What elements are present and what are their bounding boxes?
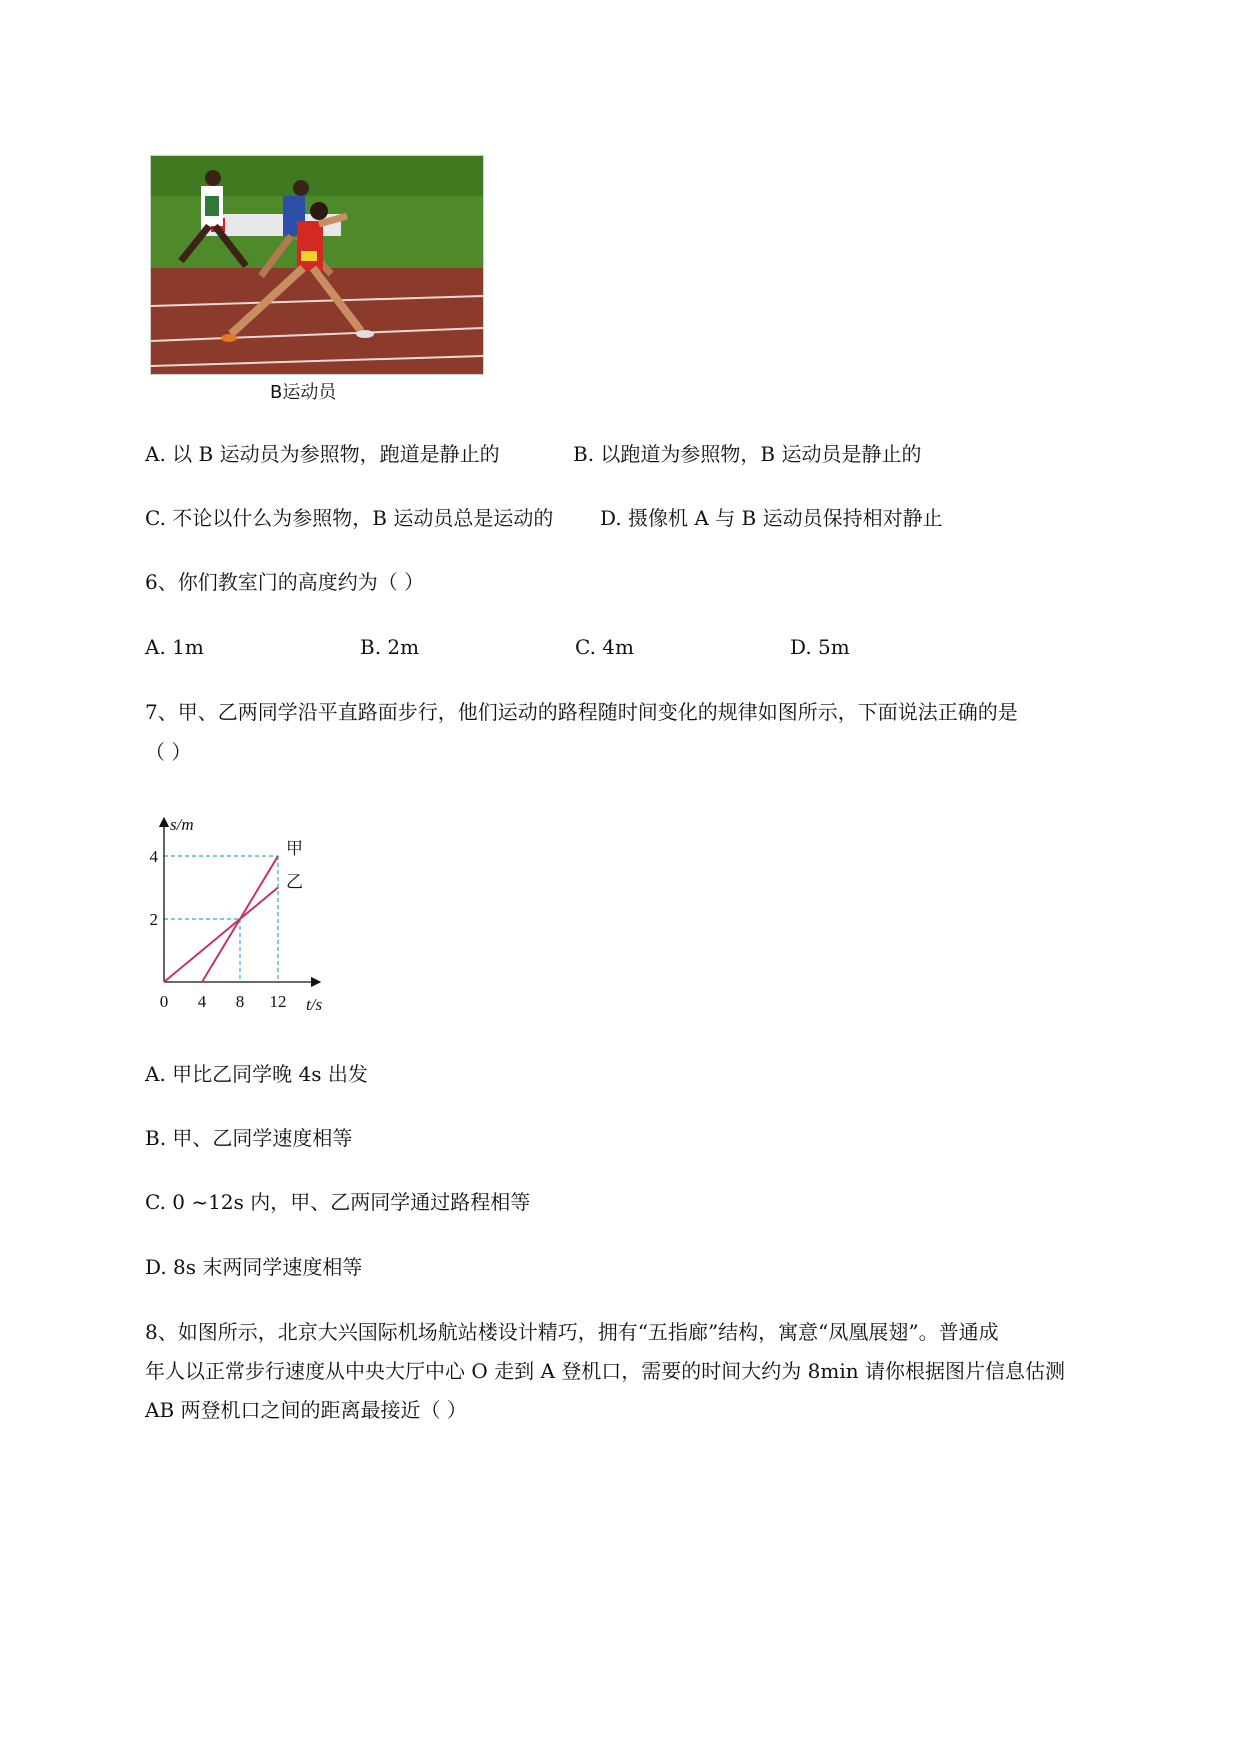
q7-option-d: D. 8s 末两同学速度相等 bbox=[145, 1255, 363, 1279]
q5-option-c: C. 不论以什么为参照物，B 运动员总是运动的 bbox=[145, 506, 554, 530]
q7-stem-line2: （ ） bbox=[145, 740, 192, 764]
q6-option-a: A. 1m bbox=[145, 635, 204, 659]
q6-stem: 6、你们教室门的高度约为（ ） bbox=[145, 570, 425, 594]
q8-line1: 8、如图所示，北京大兴国际机场航站楼设计精巧，拥有“五指廊”结构，寓意“凤凰展翅”。普通成 bbox=[145, 1320, 999, 1344]
sprinters-photo bbox=[150, 155, 484, 375]
x-axis-label: t/s bbox=[306, 995, 323, 1014]
q7-option-c: C. 0 ~12s 内，甲、乙两同学通过路程相等 bbox=[145, 1190, 531, 1214]
y-axis-label: s/m bbox=[170, 815, 194, 834]
chart-tick-labels bbox=[150, 847, 287, 1011]
chart-series-labels bbox=[286, 839, 303, 892]
q8-line2: 年人以正常步行速度从中央大厅中心 O 走到 A 登机口，需要的时间大约为 8min 请你根据图片信息估测 bbox=[145, 1359, 1065, 1383]
x-tick-label: 12 bbox=[269, 992, 287, 1011]
q6-option-d: D. 5m bbox=[790, 635, 850, 659]
distance-time-chart bbox=[138, 810, 338, 1020]
q7-option-a: A. 甲比乙同学晚 4s 出发 bbox=[145, 1062, 368, 1086]
photo-caption: B运动员 bbox=[270, 382, 337, 403]
x-tick-label: 4 bbox=[197, 992, 207, 1011]
x-tick-label: 0 bbox=[159, 992, 169, 1011]
q5-option-a: A. 以 B 运动员为参照物，跑道是静止的 bbox=[145, 442, 500, 466]
y-tick-label: 4 bbox=[149, 847, 158, 866]
sprinters-image bbox=[151, 156, 483, 374]
q6-option-b: B. 2m bbox=[360, 635, 420, 659]
q5-option-d: D. 摄像机 A 与 B 运动员保持相对静止 bbox=[600, 506, 943, 530]
q5-option-b: B. 以跑道为参照物，B 运动员是静止的 bbox=[573, 442, 922, 466]
q7-option-b: B. 甲、乙同学速度相等 bbox=[145, 1126, 353, 1150]
series-label: 乙 bbox=[286, 872, 303, 892]
series-line-2 bbox=[164, 888, 278, 983]
q7-stem-line1: 7、甲、乙两同学沿平直路面步行，他们运动的路程随时间变化的规律如图所示，下面说法正确的是 bbox=[145, 700, 1018, 724]
chart-guide-lines bbox=[164, 856, 278, 982]
series-label: 甲 bbox=[286, 839, 303, 858]
q6-option-c: C. 4m bbox=[575, 635, 634, 659]
x-tick-label: 8 bbox=[235, 992, 245, 1011]
q8-line3: AB 两登机口之间的距离最接近（ ） bbox=[145, 1398, 467, 1422]
y-tick-label: 2 bbox=[149, 910, 158, 929]
